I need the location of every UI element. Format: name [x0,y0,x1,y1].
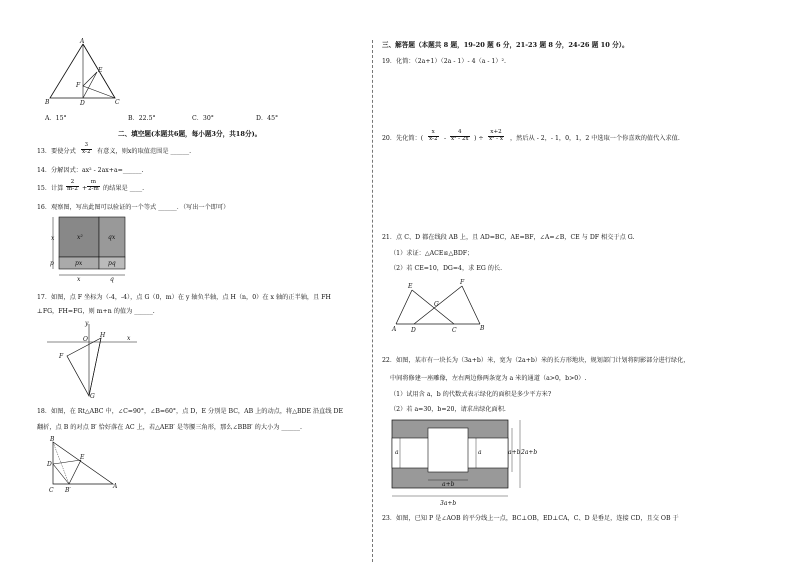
label-C: C [452,327,457,334]
q13-num: 3 [81,143,92,150]
q21-line2: （1）求证：△ACE≌△BDF； [390,250,474,257]
label-A: A [392,326,397,333]
q23-text: 23．如图，已知 P 是∠AOB 的平分线上一点，BC⊥OB，ED⊥CA，C、D 是垂足，连接 CD，且交 OB 于 [382,515,679,522]
q20-fraction-1 [428,130,439,142]
q22-line3: （1）试用含 a，b 的代数式表示绿化的面积是多少平方米? [390,391,552,398]
label-F: F [460,279,465,286]
label-a-left: a [395,449,399,456]
q13-fraction [81,143,92,155]
side-q-bottom: q [110,276,114,283]
label-D: D [80,100,85,107]
cell-qx: qx [108,234,116,241]
axis-label-y: y [85,320,89,327]
q18-triangle-figure [45,438,125,498]
label-E: E [408,283,413,290]
q22-line2: 中间将修建一座雕像，左右两边修两条宽为 a 米的通道（a>0，b>0）. [390,375,587,382]
label-E: E [80,454,85,461]
q15-f1-num: 2 [66,180,79,187]
q15-op: + [82,185,88,192]
q21-line3: （2）若 CE=10，DG=4，求 EG 的长. [390,265,503,272]
side-p-left: p [50,260,54,267]
q17-line2: ⊥FG，FH=FG，则 m+n 的值为 ______. [37,308,155,315]
side-x-left: x [51,235,55,242]
side-x-bottom: x [77,276,81,283]
label-D: D [47,461,52,468]
label-apb-right: a+b [508,449,521,456]
column-divider [372,40,373,562]
label-H: H [100,332,106,339]
q12-option-a[interactable]: A．15° [45,115,67,122]
label-a-right: a [478,449,482,456]
axis-label-x: x [127,335,131,342]
q15-fraction-1 [66,180,79,192]
q19-text: 19．化简：（2a+1）（2a - 1）- 4（a - 1）². [382,58,506,65]
q20-fraction-2 [450,130,470,142]
q15-fraction-2 [87,180,100,192]
q15-pre: 15．计算 [37,185,64,192]
q12-option-d[interactable]: D．45° [256,115,279,122]
section2-heading: 二、填空题(本题共6题，每小题3分，共18分)。 [118,130,262,138]
q20-f1-den: x-2 [429,135,438,142]
q22-rectangle-figure [390,418,550,510]
q20-f3-den: x² - x [489,135,503,142]
q18-line2: 翻折，点 B 的对点 B′ 恰好落在 AC 上，若△AEB′ 是等腰三角形，那么∠BBB′ 的大小为 ______. [37,424,302,431]
label-O: O [83,336,88,343]
q16-area-figure [45,213,135,283]
q16-text: 16．观察图，写出此图可以验证的一个等式 ______．（写出一个即可） [37,204,230,211]
q21-line1: 21．点 C、D 都在线段 AB 上，且 AD=BC，AE=BF，∠A=∠B，CE 与 DF 相交于点 G. [382,234,635,241]
q18-line1: 18．如图，在 Rt△ABC 中，∠C=90°，∠B=60°，点 D，E 分别是 BC，AB 上的动点，将△BDE 沿直线 DE [37,408,343,415]
q20-f1-num: x [428,130,439,137]
label-B: B [480,325,485,332]
q14-text: 14．分解因式：ax² - 2ax+a=______. [37,167,144,174]
label-A: A [113,483,118,490]
label-D: D [411,327,416,334]
cell-px: px [75,260,83,267]
label-G: G [90,393,95,400]
q22-line4: （2）若 a=30，b=20，请求出绿化面积. [390,406,506,413]
q17-coordinate-figure [45,318,145,400]
q21-figure [392,278,492,336]
q20-f2-den: x² - 2x [451,135,469,142]
cell-x2: x² [77,234,83,241]
label-F: F [59,353,64,360]
q12-option-b[interactable]: B．22.5° [128,115,156,122]
label-B-prime: B′ [65,487,71,494]
q15-post: 的结果是 ____. [103,185,145,192]
q15-f2-num: m [87,180,100,187]
q15-f1-den: m-2 [67,185,78,192]
q22-line1: 22．如图，某市有一块长为（3a+b）米，宽为（2a+b）米的长方形地块，规划部门计划将阴影部分进行绿化， [382,357,690,364]
q20-pre: 20．先化简：( [382,135,424,142]
label-B: B [45,99,50,106]
label-B: B [50,436,55,443]
q17-line1: 17．如图，点 F 坐标为（-4，-4），点 G（0，m）在 y 轴负半轴，点 H（n，0）在 x 轴的正半轴，且 FH [37,294,331,301]
q20-post: ，然后从 - 2，- 1，0，1，2 中选取一个你喜欢的值代入求值. [510,135,680,142]
q20-mid: ) ÷ [474,135,484,142]
label-apb-bottom: a+b [442,481,455,488]
q20-minus: - [444,135,447,142]
label-A: A [80,38,85,45]
q13-den: x-2 [82,148,91,155]
q13-post: 有意义，则x的取值范围是 ______. [97,148,192,155]
label-C: C [49,487,54,494]
q12-triangle-figure [40,40,130,110]
q20-f2-num: 4 [450,130,470,137]
label-C: C [115,99,120,106]
label-G: G [434,301,439,308]
q20-f3-num: x+2 [488,130,504,137]
q12-option-c[interactable]: C．30° [192,115,214,122]
cell-pq: pq [108,260,116,267]
label-F: F [76,82,81,89]
section3-heading: 三、解答题（本题共 8 题，19-20 题 6 分，21-23 题 8 分，24-26 题 10 分）。 [382,41,629,49]
q15-f2-den: 2-m [88,185,99,192]
q20-fraction-3 [488,130,504,142]
label-E: E [98,67,103,74]
label-3apb-bottom: 3a+b [440,500,457,507]
label-2apb-right: 2a+b [521,449,538,456]
q13-pre: 13．要使分式 [37,148,76,155]
